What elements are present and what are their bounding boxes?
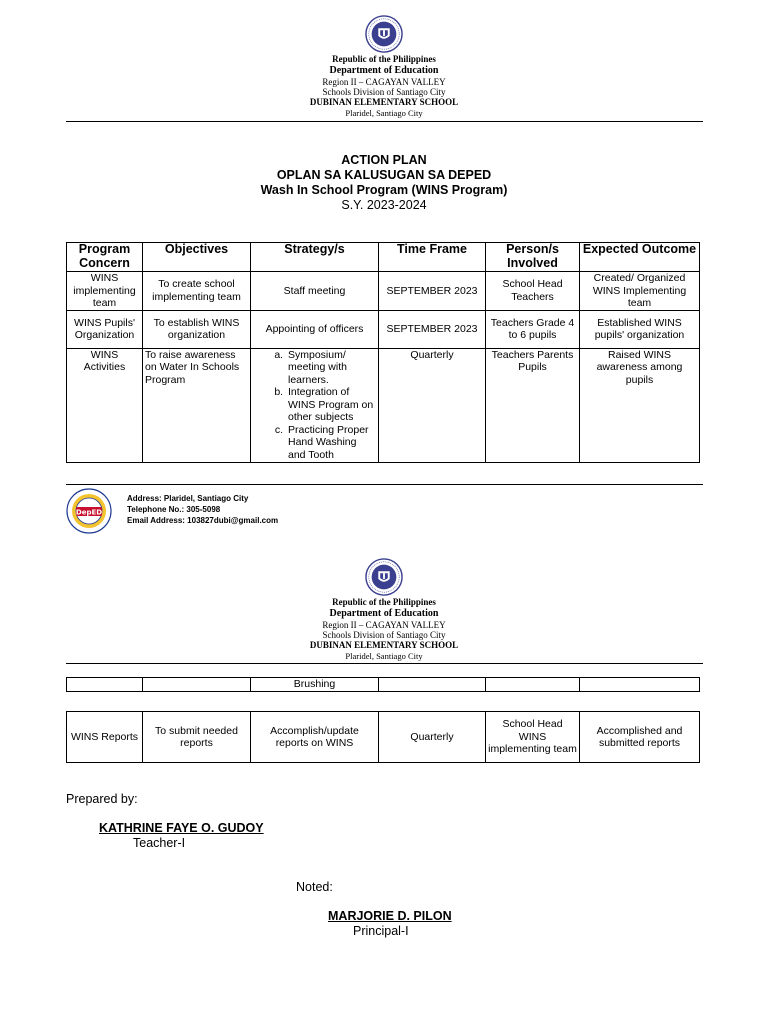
header-expected-outcome: Expected Outcome [580,243,700,272]
prepared-by-title: Teacher-I [133,836,186,850]
noted-by-title: Principal-I [353,924,409,938]
reports-table [66,711,700,763]
header-strategy: Strategy/s [251,243,379,272]
cell-outcome: Accomplished and submitted reports [580,712,700,763]
footer-divider [66,484,703,485]
cell-strategy: Brushing [251,678,379,692]
footer-telephone: Telephone No.: 305-5098 [127,505,221,514]
deped-seal-icon [365,15,403,53]
header-program-concern: Program Concern [67,243,143,272]
cell-persons: School Head WINS implementing team [486,712,580,763]
continued-table [66,677,700,692]
header-persons-involved: Person/s Involved [486,243,580,272]
logo-text: DepED [75,508,103,517]
header-time-frame: Time Frame [379,243,486,272]
cell-strategy [251,348,379,462]
cell-timeframe: Quarterly [379,712,486,763]
cell-persons: Teachers Grade 4 to 6 pupils [486,310,580,348]
prepared-by-label: Prepared by: [66,792,138,806]
cell-timeframe: SEPTEMBER 2023 [379,310,486,348]
noted-label: Noted: [296,880,333,894]
department-text: Department of Education [329,65,439,76]
cell-concern: WINS Activities [67,348,143,462]
prepared-by-name: KATHRINE FAYE O. GUDOY [99,821,264,835]
table-row [67,272,700,311]
strategy-item: a. Symposium/ meeting with learners. [286,349,376,387]
school-name: DUBINAN ELEMENTARY SCHOOL [309,640,459,650]
division-text: Schools Division of Santiago City [322,630,446,640]
region-text: Region II – CAGAYAN VALLEY [322,620,446,630]
header-objectives: Objectives [143,243,251,272]
cell-concern: WINS implementing team [67,272,143,311]
header-divider [66,121,703,122]
republic-text: Republic of the Philippines [332,597,436,607]
cell-strategy: Staff meeting [251,272,379,311]
deped-logo-icon [66,488,112,534]
cell-persons: School Head Teachers [486,272,580,311]
school-address: Plaridel, Santiago City [345,108,423,118]
table-row [67,310,700,348]
department-text: Department of Education [329,608,439,619]
action-plan-table [66,242,700,463]
table-row [67,678,700,692]
school-year: S.Y. 2023-2024 [341,198,427,212]
strategy-list [253,349,376,462]
cell-objectives: To create school implementing team [143,272,251,311]
table-header-row [67,243,700,272]
noted-by-name: MARJORIE D. PILON [328,909,452,923]
cell-objectives: To raise awareness on Water In Schools Program [143,348,251,462]
cell-outcome: Established WINS pupils' organization [580,310,700,348]
strategy-item: b. Integration of WINS Program on other subjects [286,386,376,424]
cell-objectives: To establish WINS organization [143,310,251,348]
republic-text: Republic of the Philippines [332,54,436,64]
school-address: Plaridel, Santiago City [345,651,423,661]
footer-email: Email Address: 103827dubi@gmail.com [127,516,279,525]
region-text: Region II – CAGAYAN VALLEY [322,77,446,87]
school-name: DUBINAN ELEMENTARY SCHOOL [309,97,459,107]
division-text: Schools Division of Santiago City [322,87,446,97]
deped-seal-icon [365,558,403,596]
doc-subtitle: OPLAN SA KALUSUGAN SA DEPED [276,168,492,182]
cell-persons: Teachers Parents Pupils [486,348,580,462]
cell-objectives: To submit needed reports [143,712,251,763]
program-title: Wash In School Program (WINS Program) [260,183,508,197]
strategy-item: c. Practicing Proper Hand Washing and Tooth [286,424,376,462]
cell-concern: WINS Pupils' Organization [67,310,143,348]
cell-strategy: Accomplish/update reports on WINS [251,712,379,763]
cell-strategy: Appointing of officers [251,310,379,348]
cell-outcome: Created/ Organized WINS Implementing team [580,272,700,311]
cell-outcome: Raised WINS awareness among pupils [580,348,700,462]
table-row [67,348,700,462]
cell-concern: WINS Reports [67,712,143,763]
cell-timeframe: Quarterly [379,348,486,462]
header-divider [66,663,703,664]
doc-title: ACTION PLAN [341,153,427,167]
cell-timeframe: SEPTEMBER 2023 [379,272,486,311]
footer-address: Address: Plaridel, Santiago City [127,494,249,503]
table-row [67,712,700,763]
